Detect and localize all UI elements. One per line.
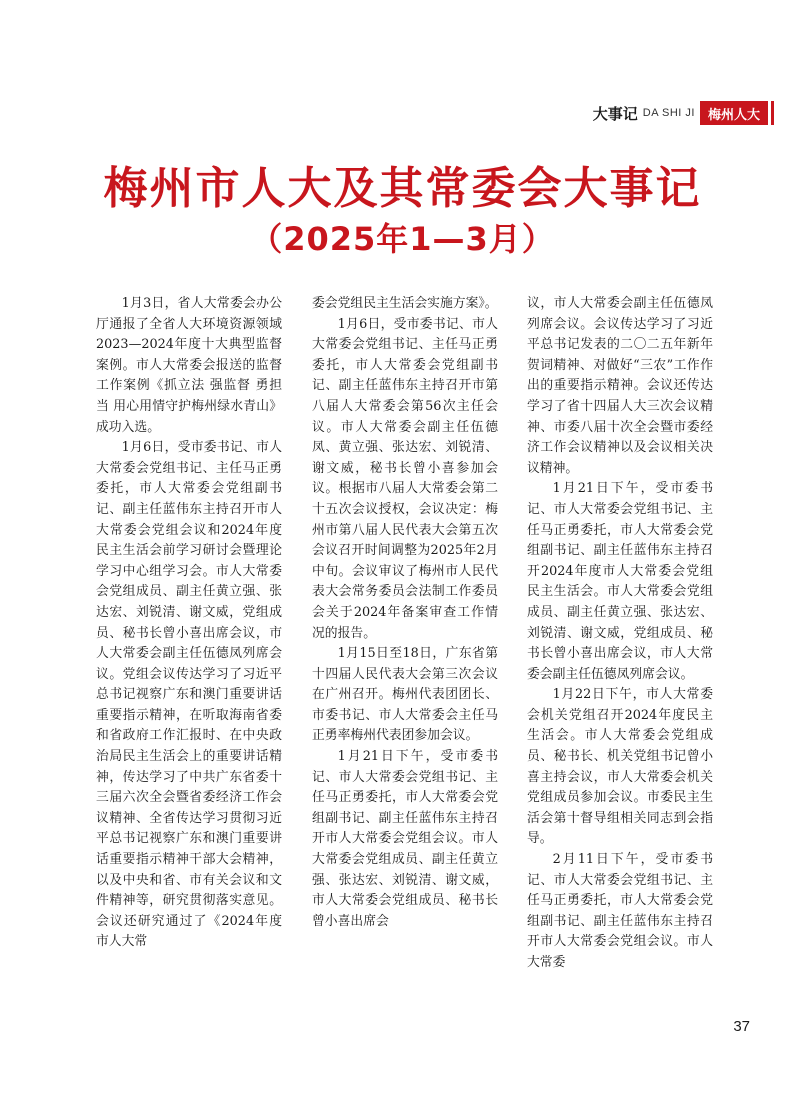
paragraph: 1月6日，受市委书记、市人大常委会党组书记、主任马正勇委托，市人大常委会党组副书记、副主任蓝伟东主持召开市第八届人大常委会第56次主任会议。市人大常委会副主任伍德凤、黄立强、张达宏、刘锐清、谢文威，秘书长曾小喜参加会议。根据市八届人大常委会第二十五次会议授权，会议决定：梅州市第八届人民代表大会第五次会议召开时间调整为2025年2月中旬。会议审议了梅州市人民代表大会常务委员会法制工作委员会关于2024年备案审查工作情况的报告。 — [312, 316, 498, 641]
paragraph-continued: 委会党组民主生活会实施方案》。 — [312, 296, 498, 311]
paragraph: 1月6日，受市委书记、市人大常委会党组书记、主任马正勇委托，市人大常委会党组副书记、副主任蓝伟东主持召开市人大常委会党组会议和2024年度民主生活会前学习研讨会暨理论学习中心组学习会。市人大常委会党组成员、副主任黄立强、张达宏、刘锐清、谢文威，党组成员、秘书长曾小喜出席会议，市人大常委会副主任伍德凤列席会议。党组会议传达学习了习近平总书记视察广东和澳门重要讲话重要指示精神，在听取海南省委和省政府工作汇报时、在中央政治局民主生活会上的重要讲话精神，传达学习了中共广东省委十三届六次全会暨省委经济工作会议精神、全省传达学习贯彻习近平总书记视察广东和澳门重要讲话重要指示精神干部大会精神，以及中央和省、市有关会议和文件精神等，研究贯彻落实意见。会议还研究通过了《2024年度市人大常 — [96, 440, 282, 950]
text-column-1 — [96, 294, 282, 1014]
paragraph: 1月15日至18日，广东省第十四届人民代表大会第三次会议在广州召开。梅州代表团团长、市委书记、市人大常委会主任马正勇率梅州代表团参加会议。 — [312, 646, 498, 744]
paragraph: 2月11日下午，受市委书记、市人大常委会党组书记、主任马正勇委托，市人大常委会党组副书记、副主任蓝伟东主持召开市人大常委会党组会议。市人大常委 — [527, 852, 713, 970]
paragraph: 1月22日下午，市人大常委会机关党组召开2024年度民主生活会。市人大常委会党组成员、秘书长、机关党组书记曾小喜主持会议，市人大常委会机关党组成员参加会议。市委民主生活会第十督导组相关同志到会指导。 — [527, 687, 713, 847]
section-pinyin: DA SHI JI — [642, 107, 695, 119]
page-title: 梅州市人大及其常委会大事记 — [103, 163, 702, 214]
paragraph-continued: 议，市人大常委会副主任伍德凤列席会议。会议传达学习了习近平总书记发表的二〇二五年新年贺词精神、对做好“三农”工作作出的重要指示精神。会议还传达学习了省十四届人大三次会议精神、市委八届十次全会暨市委经济工作会议精神以及会议相关决议精神。 — [527, 296, 713, 476]
text-column-2 — [312, 294, 498, 1014]
page-number: 37 — [733, 1018, 750, 1035]
brand-badge: 梅州人大 — [700, 101, 768, 125]
page-subtitle: （2025年1—3月） — [250, 220, 555, 258]
paragraph: 1月21日下午，受市委书记、市人大常委会党组书记、主任马正勇委托，市人大常委会党组副书记、副主任蓝伟东主持召开2024年度市人大常委会党组民主生活会。市人大常委会党组成员、副主任黄立强、张达宏、刘锐清、谢文威，党组成员、秘书长曾小喜出席会议，市人大常委会副主任伍德凤列席会议。 — [527, 481, 713, 682]
text-column-3 — [527, 294, 713, 1014]
section-header — [553, 100, 768, 126]
paragraph: 1月21日下午，受市委书记、市人大常委会党组书记、主任马正勇委托，市人大常委会党组副书记、副主任蓝伟东主持召开市人大常委会党组会议。市人大常委会党组成员、副主任黄立强、张达宏、刘锐清、谢文威，市人大常委会党组成员、秘书长曾小喜出席会 — [312, 749, 498, 929]
paragraph: 1月3日，省人大常委会办公厅通报了全省人大环境资源领域2023—2024年度十大典型监督案例。市人大常委会报送的监督工作案例《抓立法 强监督 勇担当 用心用情守护梅州绿水青山》成功入选。 — [96, 296, 282, 435]
section-title: 大事记 — [592, 104, 638, 123]
